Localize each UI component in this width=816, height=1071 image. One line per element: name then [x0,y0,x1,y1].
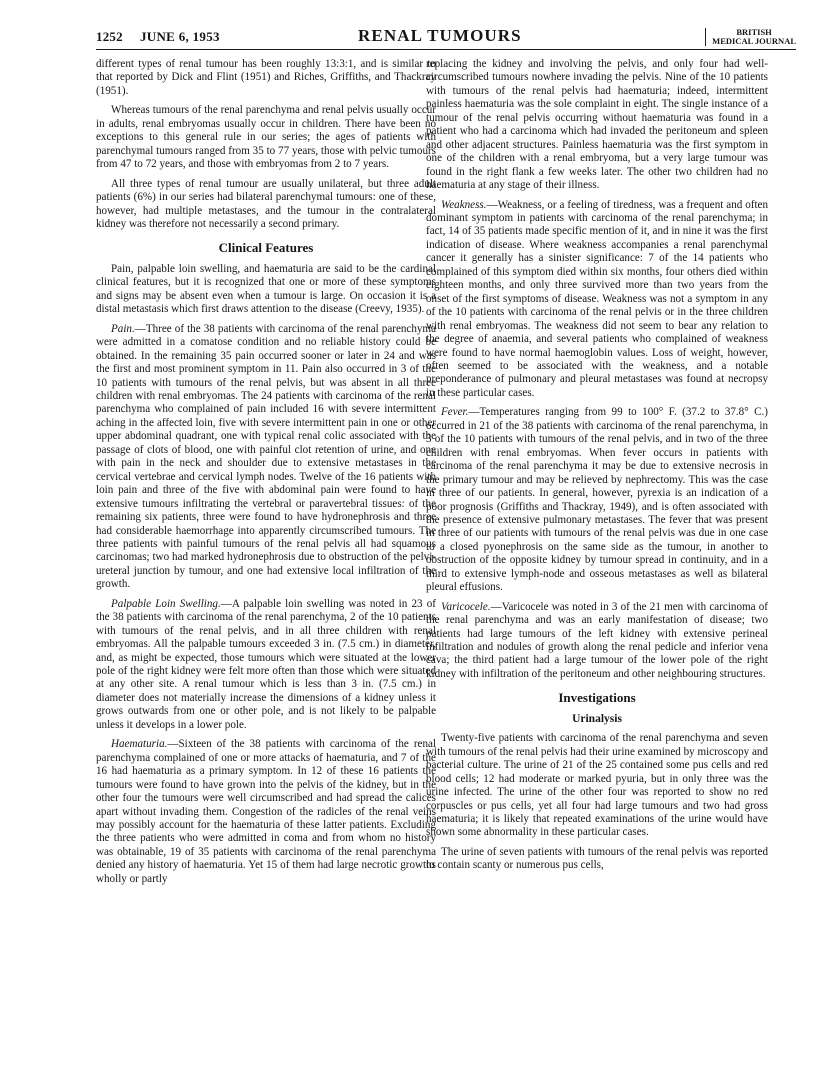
haematuria-text: —Sixteen of the 38 patients with carcinoma of the renal parenchyma complained of one or more attacks of haematuria, and 7 of the 16 had haematuria as a primary symptom. In 12 of these 16 patients the tumours were found to have grown into the pelvis of the kidney, but in the other four the tumours were well circumscribed and had spread the calices apart without invading them. Congestion of the radicles of the renal veins may possibly account for the haematuria of these latter patients. Excluding the three patients who were admitted in coma and from whom no history was obtainable, 19 of 35 patients with carcinoma of the renal parenchyma denied any history of haematuria. Yet 15 of them had large necrotic growths wholly or partly [96,738,436,885]
fever-text: —Temperatures ranging from 99 to 100° F. (37.2 to 37.8° C.) occurred in 21 of the 38 patients with carcinoma of the renal parenchyma, in 3 of the 10 patients with tumours of the renal pelvis, and in two of the three children with renal embryomas. When fever occurs in patients with carcinoma of the renal parenchyma it may be due to extensive necrosis in the primary tumour and may be relieved by nephrectomy. This was the case in three of our patients. In general, however, pyrexia is an indication of a poor prognosis (Griffiths and Thackray, 1949), and is often associated with the presence of extensive pulmonary metastases. The fever that was present in three of our patients with tumours of the renal pelvis was due in one case to a closed pyonephrosis on the same side as the tumour, in another to obstruction of the opposite kidney by tumour spread in continuity, and in a third to extensive lymph-node and osseous metastases as well as bilateral pleural effusions. [426,406,768,594]
paragraph-cardinal-features: Pain, palpable loin swelling, and haematuria are said to be the cardinal clinical features, but it is recognized that one or more of these symptoms and signs may be absent even when a tumour is large. On occasion it is a distal metastasis which first draws attention to the disease (Creevy, 1935). [96,262,436,316]
subheading-urinalysis: Urinalysis [572,712,622,725]
journal-line-2: MEDICAL JOURNAL [712,36,796,46]
pain-text: —Three of the 38 patients with carcinoma of the renal parenchyma were admitted in a comatose condition and no reliable history could be obtained. In the remaining 35 pain occurred sooner or later in 24 and was the first and most prominent symptom in 11. Pain also occurred in 3 of the 10 patients with tumours of the renal pelvis, but was absent in all three children with renal embryomas. The 24 patients with carcinoma of the renal parenchyma who complained of pain included 16 with severe intermittent aching in the affected loin, five with severe intermittent pain in one or other upper abdominal quadrant, one with typical renal colic associated with the passage of clots of blood, one with painful clot retention of urine, and one with pain in the neck and shoulder due to extensive metastases in the cervical vertebrae and cervical lymph nodes. Twelve of the 16 patients with loin pain and three of the five with abdominal pain were found to have extensive tumours infiltrating the vertebral or paravertebral tissues: of the remaining six patients, three were found to have hydronephrosis and three had considerable haemorrhage into apparently circumscribed tumours. The three patients with painful tumours of the renal pelvis all had squamous carcinomas; two had marked hydronephrosis due to obstruction of the pelvi-ureteral junction by tumour, and one had extensive local infiltration of the growth. [96,322,436,591]
run-in-heading-haematuria: Haematuria. [111,738,168,751]
paragraph-haematuria [96,738,436,886]
paragraph-loin-swelling [96,598,436,733]
section-heading-clinical-features: Clinical Features [218,240,314,256]
paragraph-haematuria-continued: replacing the kidney and involving the pelvis, and only four had well-circumscribed tumours nowhere invading the pelvis. Nine of the 10 patients with tumours of the renal pelvis had haematuria; indeed, intermittent painless haematuria was the sole complaint in eight. The single instance of a tumour of the renal pelvis occurring without haematuria was found in a patient who had a carcinoma which had invaded the peritoneum and spleen and other adjacent structures. Painless haematuria was the first symptom in one of the children with a renal embryoma, but a very large tumour was found in the right flank a few weeks later. The other two children had no haematuria at any stage of their illness. [426,58,768,192]
paragraph-age-distribution: Whereas tumours of the renal parenchyma and renal pelvis usually occur in adults, renal embryomas usually occur in children. There have been no exceptions to this general rule in our series; the ages of patients with parenchymal tumours ranged from 35 to 77 years, those with pelvic tumours from 47 to 72 years, and those with embryomas from 2 to 7 years. [96,104,436,171]
loin-swelling-text: —A palpable loin swelling was noted in 23 of the 38 patients with carcinoma of the renal parenchyma, 2 of the 10 patients with tumours of the renal pelvis, and in all three children with renal embryomas. All the palpable tumours exceeded 3 in. (7.5 cm.) in diameter, and, as might be expected, those tumours which were situated at the lower pole of the right kidney were felt more often than those which were situated at any other site. A renal tumour which is less than 3 in. (7.5 cm.) in diameter does not materially increase the dimensions of a kidney unless it grows outwards from one or other pole, and is not likely to be palpable unless it develops in a lower pole. [96,597,436,731]
paragraph-fever [426,406,768,594]
run-in-heading-varicocele: Varicocele. [441,600,491,613]
journal-line-1: BRITISH [736,27,772,37]
paragraph-urinalysis-1: Twenty-five patients with carcinoma of the renal parenchyma and seven with tumours of the renal pelvis had their urine examined by microscopy and bacterial culture. The urine of 21 of the 25 contained some pus cells and red blood cells; 12 had moderate or marked pyuria, but in only three was the urine infected. The urine of the other four was reported to show no red corpuscles or pus cells, yet all four had large tumours and two had gross haematuria; it is likely that repeated examinations of the urine would have shown some abnormality in these particular cases. [426,732,768,839]
run-in-heading-pain: Pain. [111,322,135,335]
paragraph-varicocele [426,601,768,682]
section-heading-investigations: Investigations [558,690,636,706]
paragraph-pain [96,323,436,592]
header-rule [96,49,796,50]
paragraph-continued: different types of renal tumour has been roughly 13:3:1, and is similar to that reported by Dick and Flint (1951) and Riches, Griffiths, and Thackray (1951). [96,58,436,97]
left-column [96,58,436,892]
run-in-heading-fever: Fever. [441,406,469,419]
paragraph-weakness [426,199,768,401]
run-in-heading-loin-swelling: Palpable Loin Swelling. [111,597,221,610]
varicocele-text: —Varicocele was noted in 3 of the 21 men with carcinoma of the renal parenchyma and was an early manifestation of disease; two patients had large tumours of the left kidney with extensive perineal infiltration and nodules of growth along the renal pedicle and inferior vena cava; the third patient had a large tumour of the lower pole of the right kidney with infiltration of the peritoneum and other neighbouring structures. [426,600,768,680]
right-column [426,58,768,879]
running-title: RENAL TUMOURS [358,26,522,45]
weakness-text: —Weakness, or a feeling of tiredness, was a frequent and often dominant symptom in patients with carcinoma of the renal parenchyma; in fact, 14 of 35 patients made specific mention of it, and in nine it was the first indication of disease. Where weakness accompanies a renal parenchymal cancer it generally has a sinister significance: 7 of the 14 patients who complained of this symptom died within six months, four others died within eighteen months, and only three survived more than two years from the onset of the first symptoms of disease. Weakness was not a symptom in any of the 10 patients with carcinoma of the renal pelvis or in the three children with renal embryomas. The weakness did not seem to bear any relation to the degree of anaemia, and several patients who complained of weakness were found to have normal haemoglobin values. Loss of weight, however, often seemed to be associated with the weakness, and a notable preponderance of pulmonary and pleural metastases was found at necropsy in these particular cases. [426,198,768,399]
run-in-heading-weakness: Weakness. [441,198,487,211]
issue-date: JUNE 6, 1953 [140,29,220,44]
running-header [96,26,796,50]
page-number: 1252 [96,29,123,44]
paragraph-bilateral: All three types of renal tumour are usually unilateral, but three adult patients (6%) in our series had bilateral parenchymal tumours: one of these, however, had multiple metastases, and the tumour in the contralateral kidney was therefore not necessarily a second primary. [96,177,436,230]
journal-name [705,28,796,46]
paragraph-urinalysis-2: The urine of seven patients with tumours of the renal pelvis was reported to contain scanty or numerous pus cells, [426,845,768,872]
